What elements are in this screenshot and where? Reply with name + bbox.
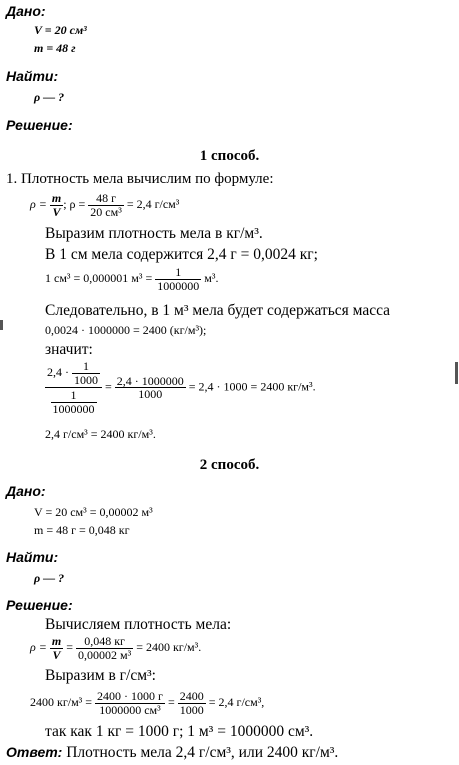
solution-heading: Решение: [6, 117, 73, 133]
equals-sign: = [66, 639, 73, 654]
fraction-numerator: 1 [155, 266, 201, 280]
fraction-numerator: 1 [51, 389, 97, 403]
fraction-numerator: m [51, 634, 62, 648]
fraction-numerator: 2400 · 1000 г [97, 689, 163, 703]
since-line: так как 1 кг = 1000 г; 1 м³ = 1000000 см³. [45, 723, 314, 740]
given-2-mass: m = 48 г = 0,048 кг [34, 523, 130, 537]
answer-text: Плотность мела 2,4 г/см³, или 2400 кг/м³. [66, 744, 339, 761]
fraction-numerator: 1 [72, 360, 100, 374]
fraction-numerator: m [51, 191, 62, 205]
conversion-unit: м³. [204, 270, 219, 285]
fraction-numerator: 48 г [88, 192, 124, 206]
conversion-fraction [155, 266, 201, 292]
given-mass: m = 48 г [34, 41, 76, 55]
compound-fraction: 2,4 · $\frac{1}{1000}$ $\frac{1}{1000000}$ = $\frac{2,4 \cdot 1000000}{1000}$ = 2,4 · 1000 = 2400 кг/м³. [47, 359, 316, 416]
outer-numerator [45, 360, 102, 388]
solution-2-heading: Решение: [6, 597, 73, 613]
find-2-rho: ρ — ? [34, 571, 65, 585]
given-volume: V = 20 см³ [34, 23, 87, 37]
fraction-numerator: 2,4 · 1000000 [116, 373, 184, 388]
given-heading: Дано: [6, 3, 46, 19]
answer-line [6, 745, 338, 761]
fraction-denominator: V [52, 647, 61, 662]
m-over-v-fraction [50, 192, 63, 218]
given-2-volume: V = 20 см³ = 0,00002 м³ [34, 505, 153, 519]
fraction-denominator: 1000000 см³ [99, 702, 161, 717]
method-1-final: 2,4 г/см³ = 2400 кг/м³. [45, 427, 156, 441]
find-rho: ρ — ? [34, 90, 65, 104]
conversion-fraction-2 [178, 690, 206, 716]
density-formula [30, 192, 179, 218]
conversion-left: 1 см³ = 0,000001 м³ = [45, 270, 153, 285]
calc-density-line: Вычисляем плотность мела: [45, 616, 232, 633]
therefore-line: Следовательно, в 1 м³ мела будет содержаться масса [45, 302, 391, 319]
find-heading: Найти: [6, 68, 59, 84]
formula-result: = 2,4 г/см³ [126, 196, 180, 211]
given-2-heading: Дано: [6, 483, 46, 499]
fraction-denominator: 1000 [74, 372, 98, 387]
method-1-title: 1 способ. [199, 148, 260, 164]
fraction-denominator: 1000 [179, 702, 204, 717]
formula-result: = 2400 кг/м³. [136, 639, 202, 654]
fraction-denominator: V [52, 204, 61, 219]
mass-calc-line: 0,0024 · 1000000 = 2400 (кг/м³); [45, 323, 207, 337]
inner-bottom-fraction [51, 389, 97, 415]
formula-separator: ; ρ = [63, 196, 86, 211]
express-g-line: Выразим в г/см³: [45, 667, 156, 684]
fraction-denominator: 1000000 [52, 401, 95, 416]
outer-numerator-factor: 2,4 · [47, 364, 69, 379]
conversion-fraction-1 [95, 690, 165, 716]
outer-fraction [45, 360, 102, 415]
fraction-numerator: 0,048 кг [76, 635, 133, 649]
method-2-title: 2 способ. [199, 457, 260, 473]
unit-conversion-2: 2400 кг/м³ = $\frac{2400 \cdot 1000 г}{\text{1000000 см³}}$ = $\frac{2400}{1000}$ = 2,4 г/см³, [30, 689, 265, 717]
rho-equals: ρ = [30, 639, 47, 654]
middle-fraction [115, 375, 186, 401]
rho-equals: ρ = [30, 196, 47, 211]
conversion-result: = 2,4 г/см³, [208, 694, 265, 709]
contains-line: В 1 см мела содержится 2,4 г = 0,0024 кг; [45, 246, 318, 263]
fraction-denominator: 1000 [138, 387, 163, 402]
m-over-v-fraction [50, 635, 63, 661]
fraction-numerator: 2400 [179, 689, 204, 703]
fraction-denominator: 20 см³ [90, 204, 122, 219]
means-line: значит: [45, 341, 93, 358]
outer-denominator [45, 388, 102, 415]
values-fraction [88, 192, 124, 218]
unit-conversion [45, 266, 218, 292]
fraction-denominator: 1000000 [157, 278, 200, 293]
inner-top-fraction [72, 360, 100, 386]
find-2-heading: Найти: [6, 549, 59, 565]
compound-result: = 2,4 · 1000 = 2400 кг/м³. [188, 379, 316, 394]
answer-label: Ответ: [6, 744, 63, 760]
conversion-left: 2400 кг/м³ = [30, 694, 93, 709]
express-kg-line: Выразим плотность мела в кг/м³. [45, 225, 263, 242]
scan-edge-mark [455, 362, 458, 384]
density-formula-2 [30, 635, 201, 661]
fraction-denominator: 0,00002 м³ [77, 647, 132, 662]
values-fraction [76, 635, 133, 661]
scan-edge-mark [0, 320, 3, 330]
method-1-intro: 1. Плотность мела вычислим по формуле: [6, 171, 274, 187]
